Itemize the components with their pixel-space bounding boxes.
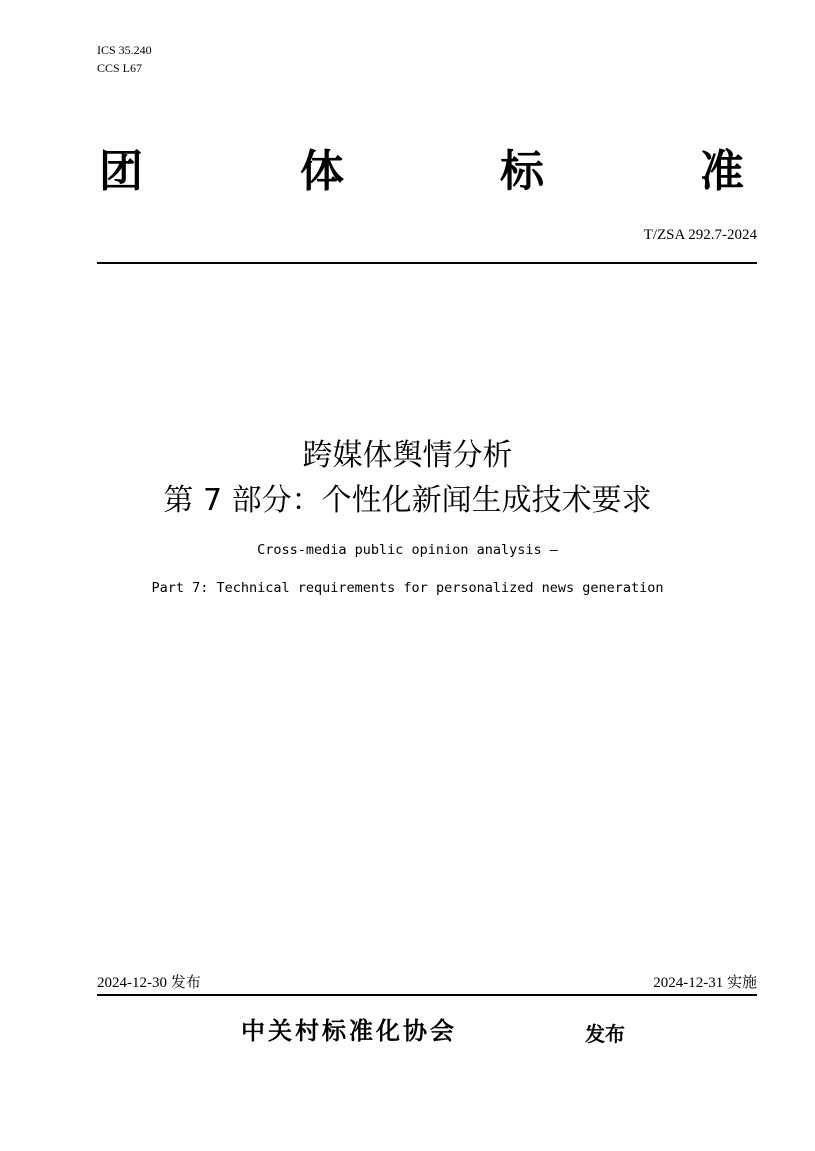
title-en-line2: Part 7: Technical requirements for personalized news generation [151, 580, 664, 596]
header-char-4: 准 [700, 146, 744, 197]
issue-date: 2024-12-30 发布 [97, 975, 201, 991]
classification-codes [97, 41, 152, 77]
ics-code: ICS 35.240 [97, 43, 152, 57]
title-cn-line2: 第 7 部分：个性化新闻生成技术要求 [163, 483, 652, 518]
header-char-1: 团 [99, 146, 143, 197]
implementation-date: 2024-12-31 实施 [653, 975, 757, 991]
publisher-name: 中关村标准化协会 [241, 1017, 457, 1045]
title-cn-line1: 跨媒体舆情分析 [302, 438, 513, 473]
header-char-3: 标 [500, 146, 544, 197]
standard-number: T/ZSA 292.7-2024 [643, 227, 757, 243]
publish-label: 发布 [585, 1022, 625, 1046]
bottom-divider [97, 994, 757, 996]
title-en-line1: Cross-media public opinion analysis — [257, 542, 558, 558]
header-char-2: 体 [300, 146, 344, 197]
ccs-code: CCS L67 [97, 61, 143, 75]
top-divider [97, 262, 757, 264]
